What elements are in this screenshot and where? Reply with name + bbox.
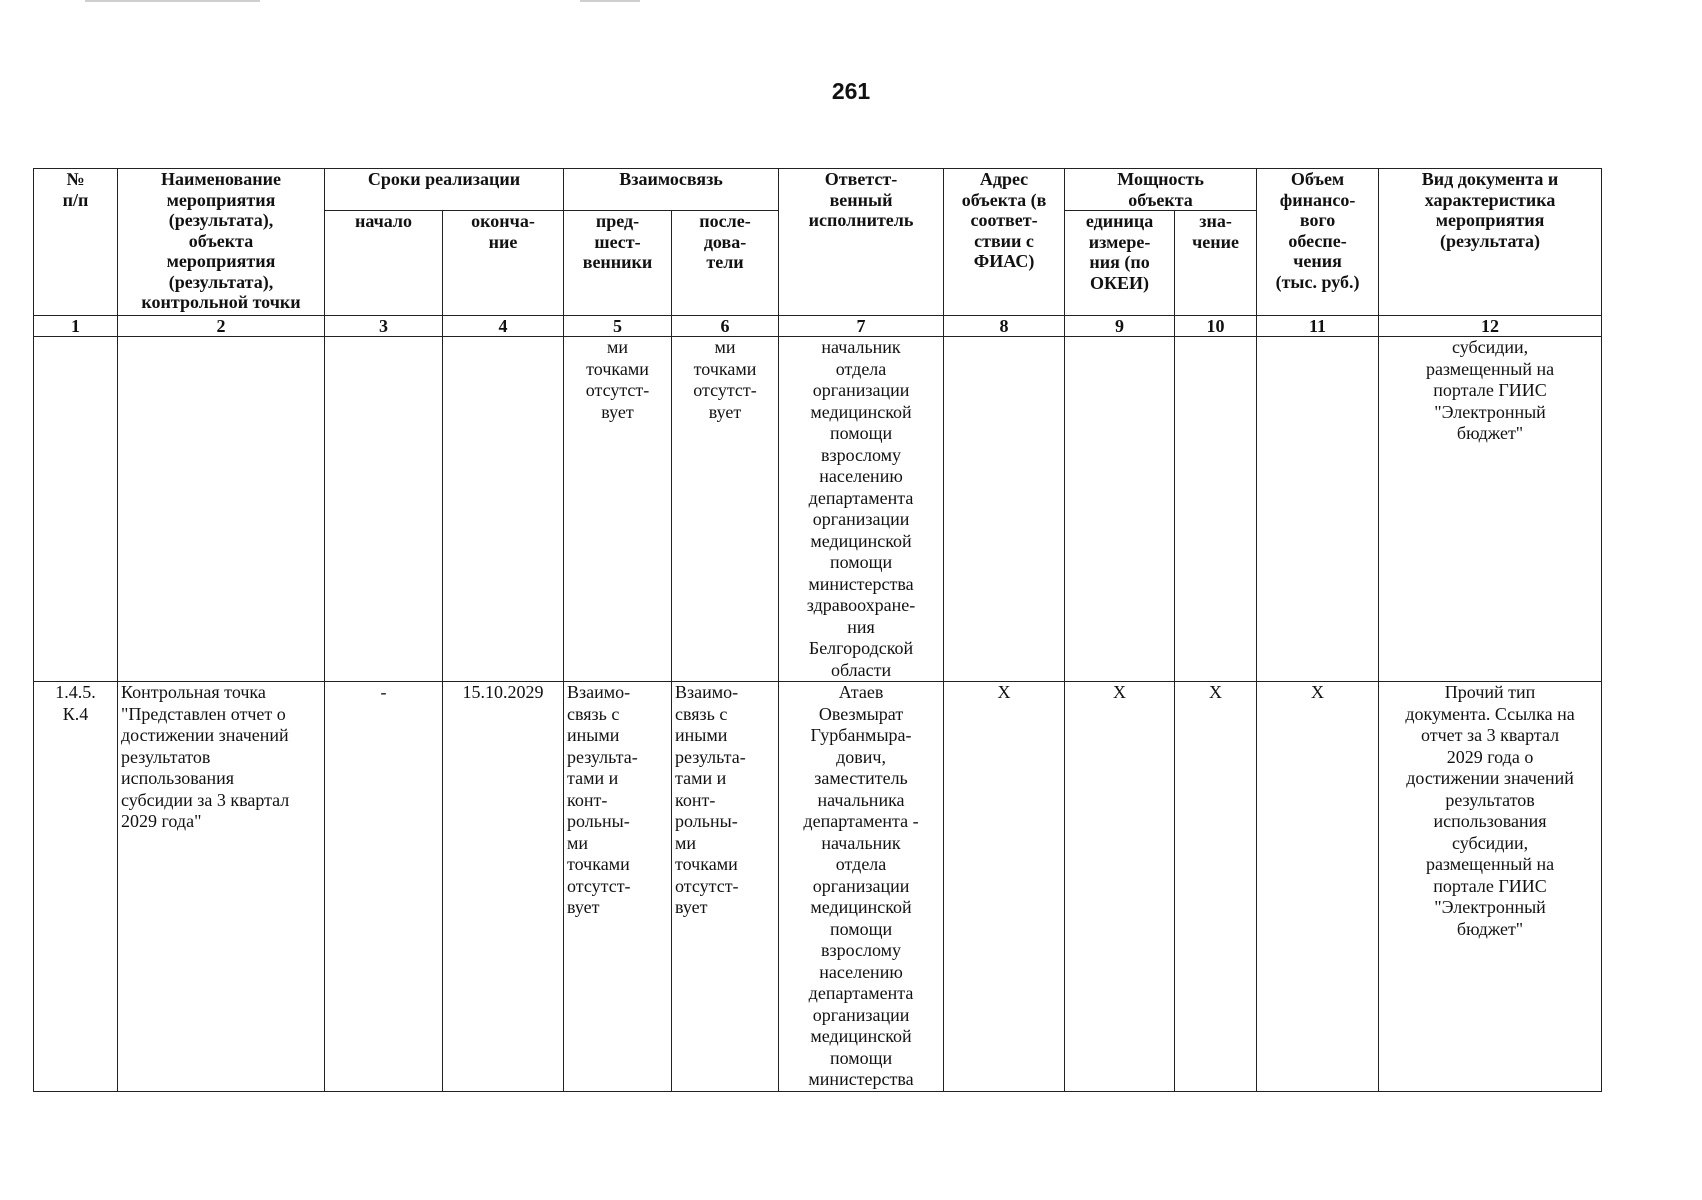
cell-funding <box>1257 337 1379 682</box>
cell-funding: X <box>1257 682 1379 1092</box>
column-number: 10 <box>1175 316 1257 337</box>
header-name: Наименование мероприятия (результата), объекта мероприятия (результата), контрольной точки <box>118 169 325 316</box>
column-number: 11 <box>1257 316 1379 337</box>
header-doc-type: Вид документа и характеристика мероприятия (результата) <box>1379 169 1602 316</box>
scan-edge-line <box>85 0 260 2</box>
cell-value: X <box>1175 682 1257 1092</box>
cell-end <box>443 337 564 682</box>
column-number: 4 <box>443 316 564 337</box>
table-row-continued <box>34 337 1602 682</box>
column-number: 6 <box>672 316 779 337</box>
column-number: 7 <box>779 316 944 337</box>
header-num: № п/п <box>34 169 118 316</box>
column-number: 2 <box>118 316 325 337</box>
column-number: 8 <box>944 316 1065 337</box>
cell-name <box>118 337 325 682</box>
header-relation: Взаимосвязь <box>564 169 779 211</box>
column-number: 9 <box>1065 316 1175 337</box>
cell-doc-type: субсидии, размещенный на портале ГИИС "Электронный бюджет" <box>1379 337 1602 682</box>
cell-num: 1.4.5. К.4 <box>34 682 118 1092</box>
header-capacity: Мощность объекта <box>1065 169 1257 211</box>
page-number: 261 <box>831 78 871 104</box>
cell-end: 15.10.2029 <box>443 682 564 1092</box>
header-predecessors: пред- шест- венники <box>564 211 672 316</box>
column-number: 5 <box>564 316 672 337</box>
cell-address: X <box>944 682 1065 1092</box>
cell-unit: X <box>1065 682 1175 1092</box>
cell-value <box>1175 337 1257 682</box>
header-successors: после- дова- тели <box>672 211 779 316</box>
cell-address <box>944 337 1065 682</box>
header-end: оконча- ние <box>443 211 564 316</box>
cell-start: - <box>325 682 443 1092</box>
column-number: 1 <box>34 316 118 337</box>
column-number-row <box>34 316 1602 337</box>
header-funding: Объем финансо- вого обеспе- чения (тыс. руб.) <box>1257 169 1379 316</box>
cell-num <box>34 337 118 682</box>
header-address: Адрес объекта (в соответ- ствии с ФИАС) <box>944 169 1065 316</box>
cell-responsible: Атаев Овезмырат Гурбанмыра- дович, заместитель начальника департамента - начальник отдела организации медицинской помощи взрослому населению департамента организации медицинской помощи министерства <box>779 682 944 1092</box>
cell-successors: ми точками отсутст- вует <box>672 337 779 682</box>
table-row <box>34 682 1602 1092</box>
header-value: зна- чение <box>1175 211 1257 316</box>
header-terms: Сроки реализации <box>325 169 564 211</box>
header-start: начало <box>325 211 443 316</box>
column-number: 12 <box>1379 316 1602 337</box>
cell-predecessors: Взаимо- связь с иными результа- тами и конт- рольны- ми точками отсутст- вует <box>564 682 672 1092</box>
cell-responsible: начальник отдела организации медицинской помощи взрослому населению департамента организации медицинской помощи министерства здравоохране- ния Белгородской области <box>779 337 944 682</box>
implementation-plan-table <box>33 168 1602 1092</box>
header-unit: единица измере- ния (по ОКЕИ) <box>1065 211 1175 316</box>
header-responsible: Ответст- венный исполнитель <box>779 169 944 316</box>
column-number: 3 <box>325 316 443 337</box>
header-row-1 <box>34 169 1602 211</box>
cell-predecessors: ми точками отсутст- вует <box>564 337 672 682</box>
cell-unit <box>1065 337 1175 682</box>
cell-doc-type: Прочий тип документа. Ссылка на отчет за 3 квартал 2029 года о достижении значений результатов использования субсидии, размещенный на портале ГИИС "Электронный бюджет" <box>1379 682 1602 1092</box>
scan-edge-line <box>580 0 640 2</box>
cell-successors: Взаимо- связь с иными результа- тами и конт- рольны- ми точками отсутст- вует <box>672 682 779 1092</box>
cell-name: Контрольная точка "Представлен отчет о достижении значений результатов использования субсидии за 3 квартал 2029 года" <box>118 682 325 1092</box>
cell-start <box>325 337 443 682</box>
